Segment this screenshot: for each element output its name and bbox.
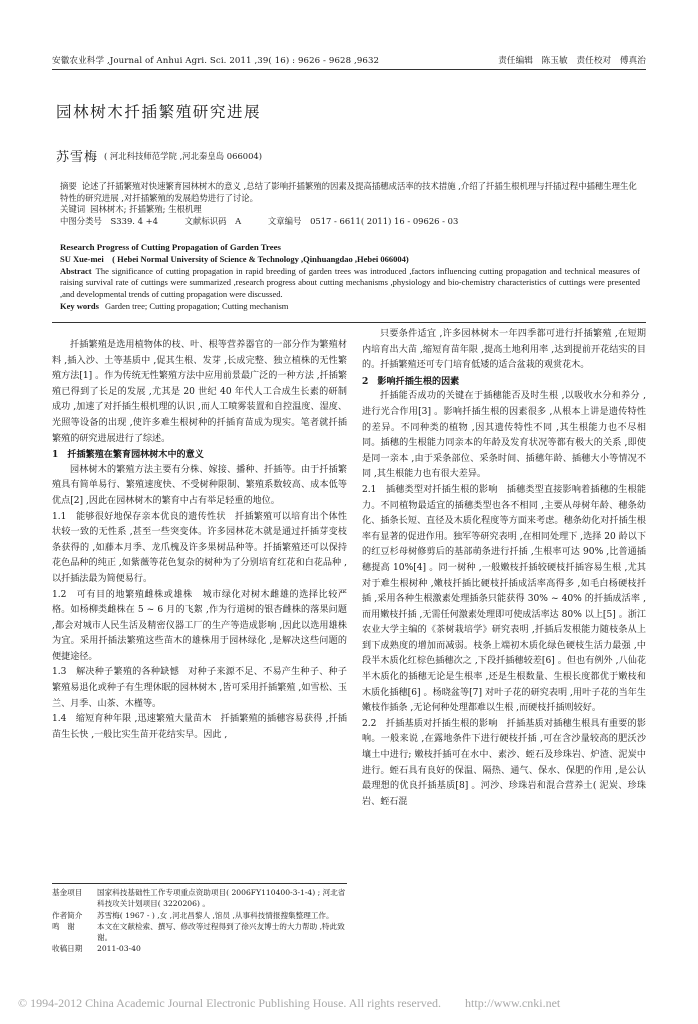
section-heading: 1 扦插繁殖在繁育园林树木中的意义: [52, 449, 204, 461]
abstract-rule: [52, 322, 646, 323]
footnote-text: 2011-03-40: [97, 944, 141, 954]
author-affiliation: ( 河北科技师范学院 ,河北秦皇岛 066004): [104, 151, 263, 161]
editor-info: 责任编辑 陈玉敏 责任校对 傅真治: [498, 56, 646, 66]
footnote-row: [52, 910, 347, 921]
article-no-value: 0517 - 6611( 2011) 16 - 09626 - 03: [310, 215, 459, 226]
subsection-paragraph: 1.1 能够很好地保存亲本优良的遗传性状 扦插繁殖可以培育出个体性状较一致的无性系 ,甚至一些突变体。许多园林花木就是通过扦插芽变枝条获得的 ,如藤本月季、龙爪槐及许多果树品种等。扦插繁殖还可以保持花色品种的纯正 ,如紫薇等花色复杂的树种为了分别培育红花和白花品种 ,以扦插法最为简便易行。: [52, 511, 347, 584]
footnote-row: [52, 921, 347, 944]
doc-code-label: 文献标识码: [184, 215, 227, 226]
subsection-paragraph: 1.3 解决种子繁殖的各种缺憾 对种子来源不足、不易产生种子、种子繁殖易退化或种子有生理休眠的园林树木 ,皆可采用扦插繁殖 ,如雪松、玉兰、月季、山茶、木槿等。: [52, 667, 347, 709]
subsection-paragraph: 1.4 缩短育种年限 ,迅速繁殖大量苗木 扦插繁殖的插穗容易获得 ,扦插苗生长快 ,一般比实生苗开花结实早。因此 ,: [52, 714, 347, 740]
article-title: 园林树木扦插繁殖研究进展: [56, 103, 262, 121]
footnote-text: 国家科技基础性工作专项重点资助项目( 2006FY110400-3-1-4) ; 河北省科技攻关计划项目( 3220206) 。: [97, 888, 346, 909]
clc-value: S339. 4 +4: [110, 215, 158, 226]
abstract-text: 论述了扦插繁殖对快速繁育园林树木的意义 ,总结了影响扦插繁殖的因素及提高插穗成活率的技术措施 ,介绍了扦插生根机理与扦插过程中插穗生理生化特性的研究进展 ,对扦插繁殖的发展趋势进行了讨论。: [60, 181, 637, 203]
author-name: 苏雪梅: [56, 150, 99, 165]
body-paragraph: 园林树木的繁殖方法主要有分株、嫁接、播种、扦插等。由于扦插繁殖具有简单易行、繁殖速度快、不受树种限制、繁殖系数较高、成本低等优点[2] ,因此在园林树木的繁育中占有举足轻重的地位。: [52, 464, 347, 506]
chinese-abstract: [60, 181, 640, 227]
section-heading: 2 影响扦插生根的因素: [362, 375, 460, 387]
article-no-label: 文章编号: [267, 215, 302, 226]
footnote-label: 鸣 谢: [52, 921, 75, 931]
english-author: SU Xue-mei ( Hebei Normal University of Science & Technology ,Qinhuangdao ,Hebei 066004): [60, 253, 409, 264]
english-title: Research Progress of Cutting Propagation of Garden Trees: [60, 242, 281, 252]
keywords-label: 关键词: [60, 204, 86, 215]
header-rule: [52, 69, 646, 70]
english-keywords-text: Garden tree; Cutting propagation; Cutting mechanism: [104, 300, 289, 311]
subsection-paragraph: 2.2 扦插基质对扦插生根的影响 扦插基质对插穗生根具有重要的影响。一般来说 ,在露地条件下进行硬枝扦插 ,可在含沙量较高的肥沃沙壤土中进行; 嫩枝扦插可在水中、素沙、蛭石及珍珠岩、炉渣、泥炭中进行。蛭石具有良好的保温、隔热、通气、保水、保肥的作用 ,是公认最理想的优良扦插基质[8] 。河沙、珍珠岩和混合营养土( 泥炭、珍珠岩、蛭石混: [362, 718, 646, 807]
copyright-line: © 1994-2012 China Academic Journal Electronic Publishing House. All rights reserved. http://www.cnki.net: [18, 996, 561, 1010]
body-paragraph: 扦插繁殖是选用植物体的枝、叶、根等营养器官的一部分作为繁殖材料 ,插入沙、土等基质中 ,促其生根、发芽 ,长成完整、独立植株的无性繁殖方法[1] 。作为传统无性繁殖方法中应用前景最广泛的一种方法 ,扦插繁殖已得到了长足的发展 ,尤其是 20 世纪 40 年代人工合成生长素的研制成功 ,加速了对扦插生根机理的认识 ,而人工喷雾装置和自控温度、湿度、光照等设备的出现 ,使许多难生根树种的扦插育苗成为现实。笔者就扦插繁殖的研究进展进行了综述。: [52, 340, 347, 444]
footnotes: [52, 887, 347, 955]
english-abstract-label: Abstract: [60, 265, 92, 276]
footnote-label: 基金项目: [52, 888, 83, 897]
english-keywords-label: Key words: [60, 300, 99, 311]
body-paragraph: 只要条件适宜 ,许多园林树木一年四季都可进行扦插繁殖 ,在短期内培育出大苗 ,缩短育苗年限 ,提高土地利用率 ,达到提前开花结实的目的。扦插繁殖还可专门培育低矮的适合盆栽的观赏花木。: [362, 329, 646, 371]
body-paragraph: 扦插能否成功的关键在于插穗能否及时生根 ,以吸收水分和养分 ,进行光合作用[3] 。影响扦插生根的因素很多 ,从根本上讲是遗传特性的差异。不同种类的植物 ,因其遗传特性不同 ,其生根能力也不尽相同。插穗的生根能力同亲本的年龄及发育状况等都有极大的关系 ,即使是同一亲本 ,由于采条部位、采条时间、插穗年龄、插穗大小等情况不同 ,其生根能力也有很大差异。: [362, 391, 646, 480]
clc-label: 中图分类号: [60, 215, 102, 226]
footnote-row: [52, 943, 347, 954]
footnote-rule: [52, 883, 347, 884]
doc-code-value: A: [235, 215, 242, 226]
footnote-text: 苏雪梅( 1967 - ) ,女 ,河北昌黎人 ,馆员 ,从事科技情报搜集整理工作。: [97, 910, 334, 920]
journal-info: 安徽农业科学 ,Journal of Anhui Agri. Sci. 2011 ,39( 16) : 9626 - 9628 ,9632: [52, 56, 380, 66]
footnote-label: 收稿日期: [52, 944, 83, 954]
footnote-row: [52, 887, 347, 910]
english-abstract: [60, 242, 640, 313]
right-column: [362, 327, 646, 810]
subsection-paragraph: 1.2 可有目的地繁殖雌株或雄株 城市绿化对树木雌雄的选择比较严格。如杨柳类雌株在 5 ~ 6 月的飞絮 ,作为行道树的银杏雌株的落果问题 ,都会对城市人民生活及精密仪器工厂的生产等造成影响 ,因此以选用雄株为宜。采用扦插法繁殖这些苗木的雄株用于园林绿化 ,是解决这些问题的便捷途径。: [52, 589, 347, 662]
subsection-paragraph: 2.1 插穗类型对扦插生根的影响 插穗类型直接影响着插穗的生根能力。不同植物最适宜的插穗类型也各不相同 ,主要从母树年龄、穗条幼化、插条长短、直径及木质化程度等方面来考虑。穗条幼化对扦插生根率有显著的促进作用。独军等研究表明 ,在相同处理下 ,选择 20 龄以下的红豆杉母树修剪后的基部萌条进行扦插 ,生根率可达 90% ,比普通插穗提高 10%[4] 。同一树种 ,一般嫩枝扦插较硬枝扦插容易生根 ,尤其对于难生根树种 ,嫩枝扦插比硬枝扦插成活率高得多 ,如毛白杨硬枝扦插 ,采用各种生根激素处理插条只能获得 30% ~ 40% 的扦插成活率 ,而用嫩枝扦插 ,无需任何激素处理即可使成活率达 80% 以上[5] 。浙江农业大学主编的《茶树栽培学》研究表明 ,扦插后发根能力随枝条从上到下成熟度的增加而减弱。枝条上端初木质化绿色硬枝生活力最强 ,中段半木质化红棕色插穗次之 ,下段扦插穗较差[6] 。但也有例外 ,八仙花半木质化的插穗无论是生根率 ,还是生根数量、生根长度都优于嫩枝和木质化插穗[6] 。杨晓盆等[7] 对叶子花的研究表明 ,用叶子花的当年生嫩枝作插条 ,无论何种处理都难以生根 ,而硬枝扦插则较好。: [362, 484, 646, 714]
keywords-text: 园林树木; 扦插繁殖; 生根机理: [90, 204, 202, 215]
english-abstract-text: The significance of cutting propagation in rapid breeding of garden trees was introduced ,factors influencing cutting propagation and technical measures of raising survival rate of cuttings were summarized ,research progress about cutting mechanisms ,physiology and bio-chemistry characteristics of cuttings were presented ,and developmental trends of cutting propagation were discussed.: [60, 265, 640, 300]
abstract-label: 摘要: [60, 181, 77, 191]
left-column: [52, 338, 347, 743]
footnote-text: 本文在文献检索、撰写、修改等过程得到了徐兴友博士的大力帮助 ,特此致谢。: [97, 921, 345, 943]
footnote-label: 作者简介: [52, 910, 83, 920]
